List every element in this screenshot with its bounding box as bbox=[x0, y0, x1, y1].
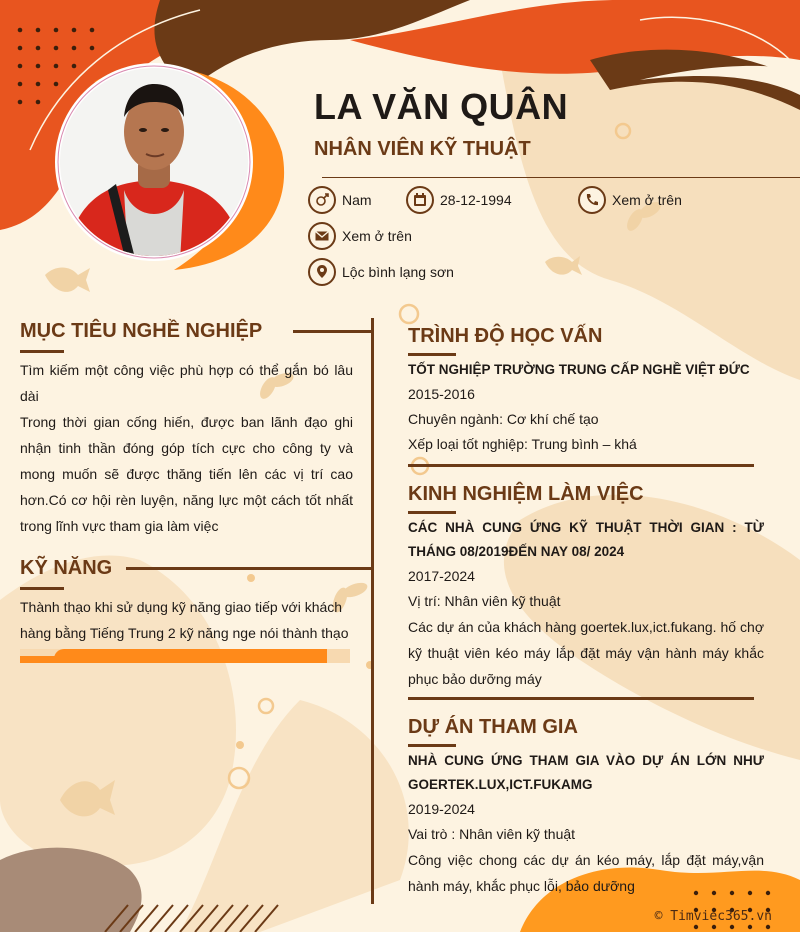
experience-title: KINH NGHIỆM LÀM VIỆC bbox=[408, 483, 644, 505]
projects-title: DỰ ÁN THAM GIA bbox=[408, 716, 578, 738]
skills-title-rule bbox=[126, 567, 373, 570]
birthday-value: 28-12-1994 bbox=[440, 192, 512, 208]
email-value: Xem ở trên bbox=[342, 228, 412, 244]
column-divider bbox=[371, 318, 374, 904]
project-entry bbox=[408, 749, 764, 899]
experience-bottom-rule bbox=[408, 697, 754, 700]
gender-value: Nam bbox=[342, 192, 372, 208]
education-grade: Xếp loại tốt nghiệp: Trung bình – khá bbox=[408, 436, 637, 452]
project-description: Công việc chong các dự án kéo máy, lắp đặt máy,vận hành máy, khắc phục lỗi, bảo dưỡng bbox=[408, 852, 764, 894]
project-years: 2019-2024 bbox=[408, 801, 475, 817]
job-title: NHÂN VIÊN KỸ THUẬT bbox=[314, 138, 531, 160]
objective-text bbox=[20, 357, 353, 539]
education-bottom-rule bbox=[408, 464, 754, 467]
birthday-item bbox=[406, 186, 512, 214]
email-item bbox=[308, 222, 412, 250]
address-item bbox=[308, 258, 454, 286]
experience-position: Vị trí: Nhân viên kỹ thuật bbox=[408, 593, 561, 609]
experience-entry bbox=[408, 516, 764, 692]
education-school: TỐT NGHIỆP TRƯỜNG TRUNG CẤP NGHỀ VIỆT ĐỨC bbox=[408, 362, 750, 377]
projects-title-underline bbox=[408, 744, 456, 747]
project-name: NHÀ CUNG ỨNG THAM GIA VÀO DỰ ÁN LỚN NHƯ GOERTEK.LUX,ICT.FUKAMG bbox=[408, 753, 764, 792]
skill-level-bar bbox=[20, 649, 350, 663]
objective-title-rule bbox=[293, 330, 373, 333]
experience-years: 2017-2024 bbox=[408, 568, 475, 584]
skills-title-underline bbox=[20, 587, 64, 590]
header-divider bbox=[322, 177, 800, 178]
address-value: Lộc bình lạng sơn bbox=[342, 264, 454, 280]
education-years: 2015-2016 bbox=[408, 386, 475, 402]
avatar bbox=[54, 62, 286, 272]
objective-title-underline bbox=[20, 350, 64, 353]
phone-value: Xem ở trên bbox=[612, 192, 682, 208]
education-title: TRÌNH ĐỘ HỌC VẤN bbox=[408, 325, 603, 347]
experience-company: CÁC NHÀ CUNG ỨNG KỸ THUẬT THỜI GIAN : TỪ THÁNG 08/2019ĐẾN NAY 08/ 2024 bbox=[408, 520, 764, 559]
calendar-icon bbox=[406, 186, 434, 214]
objective-title: MỤC TIÊU NGHỀ NGHIỆP bbox=[20, 320, 263, 342]
phone-icon bbox=[578, 186, 606, 214]
avatar-portrait bbox=[54, 62, 286, 272]
objective-paragraph-2: Trong thời gian cống hiến, được ban lãnh đạo ghi nhận tinh thần đóng góp tích cực cho công ty và mong muốn sẽ được thăng tiến lên các vị trí cao hơn.Có cơ hội rèn luyện, năng lực một cách tốt nhất trong lĩnh vực tham gia làm việc bbox=[20, 414, 353, 534]
education-major: Chuyên ngành: Cơ khí chế tạo bbox=[408, 411, 599, 427]
objective-paragraph-1: Tìm kiếm một công việc phù hợp có thể gắn bó lâu dài bbox=[20, 362, 353, 404]
project-role: Vai trò : Nhân viên kỹ thuật bbox=[408, 826, 576, 842]
experience-title-underline bbox=[408, 511, 456, 514]
skills-title: KỸ NĂNG bbox=[20, 557, 113, 579]
education-title-underline bbox=[408, 353, 456, 356]
phone-item bbox=[578, 186, 682, 214]
skill-level-fill bbox=[20, 649, 327, 663]
gender-item bbox=[308, 186, 372, 214]
candidate-name: LA VĂN QUÂN bbox=[314, 86, 569, 127]
mail-icon bbox=[308, 222, 336, 250]
education-entry bbox=[408, 358, 764, 457]
watermark: © Timviec365.vn bbox=[654, 909, 772, 924]
gender-icon bbox=[308, 186, 336, 214]
skills-text: Thành thạo khi sử dụng kỹ năng giao tiếp với khách hàng bằng Tiếng Trung 2 kỹ năng nge nói thành thạo bbox=[20, 599, 349, 641]
experience-description: Các dự án của khách hàng goertek.lux,ict.fukang. hố chợ kỹ thuật viên kéo máy lắp đặt máy vận hành máy khắc phục bảo dưỡng máy bbox=[408, 619, 764, 687]
location-icon bbox=[308, 258, 336, 286]
